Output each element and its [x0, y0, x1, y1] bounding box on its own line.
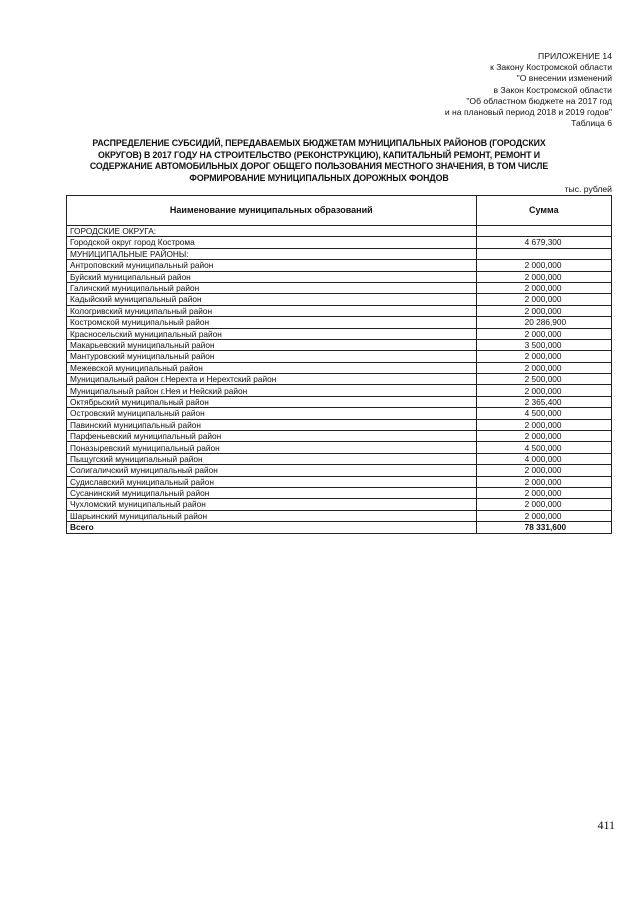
row-name: Буйский муниципальный район: [67, 271, 477, 282]
row-name: ГОРОДСКИЕ ОКРУГА:: [67, 226, 477, 237]
page-number: 411: [597, 818, 615, 832]
row-name: Мантуровский муниципальный район: [67, 351, 477, 362]
units-label: тыс. рублей: [564, 184, 612, 194]
row-sum: 4 500,000: [476, 442, 611, 453]
row-name: Муниципальный район г.Нерехта и Нерехтский район: [67, 374, 477, 385]
subsidy-table: [66, 195, 612, 534]
table-row: [67, 317, 612, 328]
row-sum: 20 286,900: [476, 317, 611, 328]
row-sum: 4 679,300: [476, 237, 611, 248]
header-name: Наименование муниципальных образований: [67, 196, 477, 226]
row-name: Пыщугский муниципальный район: [67, 453, 477, 464]
total-sum: 78 331,600: [476, 522, 611, 533]
row-name: Чухломский муниципальный район: [67, 499, 477, 510]
table-row: [67, 419, 612, 430]
row-sum: 2 000,000: [476, 305, 611, 316]
row-name: Павинский муниципальный район: [67, 419, 477, 430]
row-sum: [476, 226, 611, 237]
row-name: Солигаличский муниципальный район: [67, 465, 477, 476]
table-row: [67, 305, 612, 316]
row-name: Костромской муниципальный район: [67, 317, 477, 328]
appendix-line: "Об областном бюджете на 2017 год: [466, 95, 612, 106]
table-row: [67, 282, 612, 293]
table-row: [67, 385, 612, 396]
table-body: [67, 226, 612, 534]
row-sum: 2 000,000: [476, 431, 611, 442]
table-row: [67, 431, 612, 442]
row-sum: [476, 248, 611, 259]
table-row: [67, 362, 612, 373]
row-name: Кологривский муниципальный район: [67, 305, 477, 316]
table-row: [67, 339, 612, 350]
row-sum: 2 000,000: [476, 294, 611, 305]
header-sum: Сумма: [476, 196, 611, 226]
row-sum: 2 000,000: [476, 328, 611, 339]
table-row: [67, 260, 612, 271]
row-name: Островский муниципальный район: [67, 408, 477, 419]
row-sum: 2 000,000: [476, 362, 611, 373]
table-header-row: [67, 196, 612, 226]
table-row: [67, 396, 612, 407]
row-sum: 2 000,000: [476, 282, 611, 293]
table-row: [67, 271, 612, 282]
row-sum: 2 000,000: [476, 351, 611, 362]
table-row: [67, 510, 612, 521]
appendix-header: [312, 51, 612, 129]
total-row: [67, 522, 612, 533]
row-sum: 4 000,000: [476, 453, 611, 464]
total-label: Всего: [67, 522, 477, 533]
row-sum: 2 500,000: [476, 374, 611, 385]
table-number: Таблица 6: [571, 118, 612, 129]
row-sum: 2 000,000: [476, 271, 611, 282]
row-name: МУНИЦИПАЛЬНЫЕ РАЙОНЫ:: [67, 248, 477, 259]
row-name: Октябрьский муниципальный район: [67, 396, 477, 407]
row-sum: 2 365,400: [476, 396, 611, 407]
appendix-line: к Закону Костромской области: [490, 62, 612, 73]
table-row: [67, 248, 612, 259]
row-sum: 2 000,000: [476, 465, 611, 476]
row-name: Муниципальный район г.Нея и Нейский район: [67, 385, 477, 396]
row-sum: 2 000,000: [476, 510, 611, 521]
row-name: Судиславский муниципальный район: [67, 476, 477, 487]
row-sum: 2 000,000: [476, 385, 611, 396]
row-name: Парфеньевский муниципальный район: [67, 431, 477, 442]
table-row: [67, 237, 612, 248]
row-name: Красносельский муниципальный район: [67, 328, 477, 339]
table-row: [67, 294, 612, 305]
table-row: [67, 499, 612, 510]
row-sum: 2 000,000: [476, 419, 611, 430]
appendix-line: "О внесении изменений: [516, 73, 612, 84]
row-sum: 2 000,000: [476, 487, 611, 498]
table-row: [67, 351, 612, 362]
row-name: Галичский муниципальный район: [67, 282, 477, 293]
row-sum: 4 500,000: [476, 408, 611, 419]
row-sum: 2 000,000: [476, 499, 611, 510]
appendix-line: и на плановый период 2018 и 2019 годов": [444, 107, 612, 118]
row-sum: 2 000,000: [476, 476, 611, 487]
row-name: Городской округ город Кострома: [67, 237, 477, 248]
table-row: [67, 453, 612, 464]
table-row: [67, 476, 612, 487]
table-row: [67, 408, 612, 419]
appendix-line: в Закон Костромской области: [493, 84, 612, 95]
row-name: Поназыревский муниципальный район: [67, 442, 477, 453]
row-name: Межевской муниципальный район: [67, 362, 477, 373]
table-row: [67, 442, 612, 453]
document-title: РАСПРЕДЕЛЕНИЕ СУБСИДИЙ, ПЕРЕДАВАЕМЫХ БЮДЖЕТАМ МУНИЦИПАЛЬНЫХ РАЙОНОВ (ГОРОДСКИХ ОКРУГОВ) В 2017 ГОДУ НА СТРОИТЕЛЬСТВО (РЕКОНСТРУКЦИЮ), КАПИТАЛЬНЫЙ РЕМОНТ, РЕМОНТ И СОДЕРЖАНИЕ АВТОМОБИЛЬНЫХ ДОРОГ ОБЩЕГО ПОЛЬЗОВАНИЯ МЕСТНОГО ЗНАЧЕНИЯ, В ТОМ ЧИСЛЕ ФОРМИРОВАНИЕ МУНИЦИПАЛЬНЫХ ДОРОЖНЫХ ФОНДОВ: [89, 138, 549, 183]
table-row: [67, 374, 612, 385]
row-sum: 2 000,000: [476, 260, 611, 271]
row-name: Кадыйский муниципальный район: [67, 294, 477, 305]
row-name: Сусанинский муниципальный район: [67, 487, 477, 498]
row-name: Шарьинский муниципальный район: [67, 510, 477, 521]
table-row: [67, 487, 612, 498]
row-sum: 3 500,000: [476, 339, 611, 350]
table-row: [67, 226, 612, 237]
row-name: Макарьевский муниципальный район: [67, 339, 477, 350]
table-row: [67, 328, 612, 339]
row-name: Антроповский муниципальный район: [67, 260, 477, 271]
table-row: [67, 465, 612, 476]
appendix-line: ПРИЛОЖЕНИЕ 14: [538, 51, 612, 61]
